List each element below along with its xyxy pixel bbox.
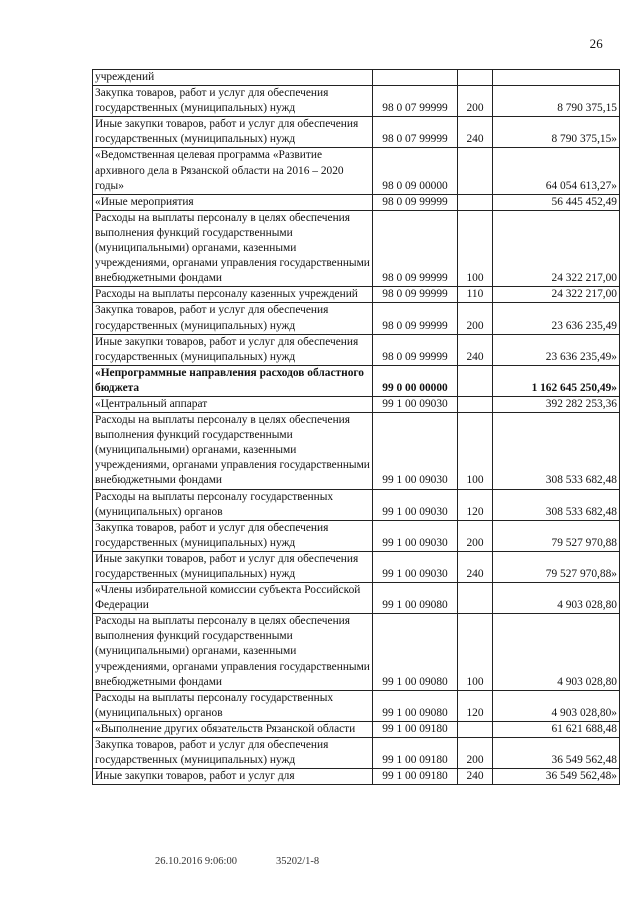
page-number: 26	[589, 36, 603, 51]
row-name-cell: Закупка товаров, работ и услуг для обеспечения государственных (муниципальных) нужд	[93, 86, 373, 117]
row-code-cell: 99 1 00 09180	[373, 738, 458, 769]
table-row	[93, 303, 620, 334]
row-expense-type-cell	[458, 721, 493, 737]
row-sum-cell: 392 282 253,36	[493, 396, 620, 412]
table-row	[93, 721, 620, 737]
table-row	[93, 194, 620, 210]
row-code-cell: 98 0 09 99999	[373, 287, 458, 303]
row-name-cell: Закупка товаров, работ и услуг для обеспечения государственных (муниципальных) нужд	[93, 303, 373, 334]
budget-table	[92, 69, 620, 785]
row-name-cell: Иные закупки товаров, работ и услуг для обеспечения государственных (муниципальных) нужд	[93, 551, 373, 582]
row-code-cell: 99 1 00 09180	[373, 769, 458, 785]
row-expense-type-cell: 200	[458, 738, 493, 769]
row-sum-cell: 8 790 375,15	[493, 86, 620, 117]
row-sum-cell	[493, 70, 620, 86]
row-sum-cell: 4 903 028,80»	[493, 690, 620, 721]
row-expense-type-cell: 120	[458, 690, 493, 721]
footer-doc-number: 35202/1-8	[276, 856, 320, 867]
row-expense-type-cell: 100	[458, 210, 493, 286]
table-row	[93, 413, 620, 489]
row-sum-cell: 36 549 562,48»	[493, 769, 620, 785]
table-row	[93, 365, 620, 396]
row-name-cell: Закупка товаров, работ и услуг для обеспечения государственных (муниципальных) нужд	[93, 738, 373, 769]
row-sum-cell: 56 445 452,49	[493, 194, 620, 210]
row-sum-cell: 4 903 028,80	[493, 614, 620, 690]
footer-date: 26.10.2016 9:06:00	[155, 856, 237, 867]
row-name-cell: Иные закупки товаров, работ и услуг для обеспечения государственных (муниципальных) нужд	[93, 334, 373, 365]
row-code-cell	[373, 70, 458, 86]
table-row	[93, 614, 620, 690]
table-row	[93, 520, 620, 551]
row-expense-type-cell: 110	[458, 287, 493, 303]
row-expense-type-cell	[458, 194, 493, 210]
row-name-cell: Расходы на выплаты персоналу в целях обеспечения выполнения функций государственными (муниципальными) органами, казенными учреждениями, органами управления государственными внебюджетными фондами	[93, 210, 373, 286]
table-row	[93, 70, 620, 86]
row-sum-cell: 79 527 970,88»	[493, 551, 620, 582]
table-row	[93, 287, 620, 303]
table-row	[93, 690, 620, 721]
row-name-cell: Иные закупки товаров, работ и услуг для	[93, 769, 373, 785]
budget-table-body	[93, 70, 620, 785]
row-expense-type-cell: 200	[458, 303, 493, 334]
row-sum-cell: 24 322 217,00	[493, 210, 620, 286]
row-expense-type-cell	[458, 396, 493, 412]
row-sum-cell: 1 162 645 250,49»	[493, 365, 620, 396]
row-code-cell: 98 0 09 00000	[373, 148, 458, 194]
row-name-cell: учреждений	[93, 70, 373, 86]
row-name-cell: Расходы на выплаты персоналу казенных учреждений	[93, 287, 373, 303]
row-expense-type-cell: 240	[458, 551, 493, 582]
table-row	[93, 86, 620, 117]
table-row	[93, 117, 620, 148]
row-code-cell: 98 0 09 99999	[373, 303, 458, 334]
row-code-cell: 98 0 09 99999	[373, 194, 458, 210]
row-code-cell: 99 1 00 09080	[373, 690, 458, 721]
row-code-cell: 99 1 00 09080	[373, 614, 458, 690]
row-expense-type-cell: 240	[458, 117, 493, 148]
table-row	[93, 396, 620, 412]
row-sum-cell: 24 322 217,00	[493, 287, 620, 303]
row-name-cell: «Иные мероприятия	[93, 194, 373, 210]
row-expense-type-cell	[458, 70, 493, 86]
row-sum-cell: 4 903 028,80	[493, 583, 620, 614]
row-code-cell: 98 0 07 99999	[373, 86, 458, 117]
row-sum-cell: 8 790 375,15»	[493, 117, 620, 148]
row-code-cell: 99 1 00 09030	[373, 551, 458, 582]
table-row	[93, 769, 620, 785]
row-name-cell: Расходы на выплаты персоналу государственных (муниципальных) органов	[93, 489, 373, 520]
row-code-cell: 98 0 07 99999	[373, 117, 458, 148]
row-code-cell: 99 1 00 09030	[373, 520, 458, 551]
row-code-cell: 99 1 00 09080	[373, 583, 458, 614]
row-sum-cell: 79 527 970,88	[493, 520, 620, 551]
row-sum-cell: 36 549 562,48	[493, 738, 620, 769]
row-sum-cell: 23 636 235,49	[493, 303, 620, 334]
row-code-cell: 99 1 00 09030	[373, 489, 458, 520]
table-row	[93, 334, 620, 365]
row-code-cell: 99 1 00 09030	[373, 413, 458, 489]
row-name-cell: «Члены избирательной комиссии субъекта Российской Федерации	[93, 583, 373, 614]
row-expense-type-cell: 100	[458, 413, 493, 489]
row-expense-type-cell: 200	[458, 520, 493, 551]
row-sum-cell: 308 533 682,48	[493, 413, 620, 489]
row-code-cell: 98 0 09 99999	[373, 334, 458, 365]
row-code-cell: 99 0 00 00000	[373, 365, 458, 396]
row-expense-type-cell	[458, 148, 493, 194]
row-expense-type-cell: 100	[458, 614, 493, 690]
table-row	[93, 489, 620, 520]
row-sum-cell: 64 054 613,27»	[493, 148, 620, 194]
table-row	[93, 583, 620, 614]
row-expense-type-cell	[458, 365, 493, 396]
row-expense-type-cell	[458, 583, 493, 614]
row-name-cell: Расходы на выплаты персоналу государственных (муниципальных) органов	[93, 690, 373, 721]
row-sum-cell: 23 636 235,49»	[493, 334, 620, 365]
row-expense-type-cell: 240	[458, 769, 493, 785]
row-expense-type-cell: 120	[458, 489, 493, 520]
row-name-cell: Расходы на выплаты персоналу в целях обеспечения выполнения функций государственными (муниципальными) органами, казенными учреждениями, органами управления государственными внебюджетными фондами	[93, 614, 373, 690]
row-code-cell: 98 0 09 99999	[373, 210, 458, 286]
row-name-cell: «Непрограммные направления расходов областного бюджета	[93, 365, 373, 396]
table-row	[93, 210, 620, 286]
table-row	[93, 148, 620, 194]
row-sum-cell: 308 533 682,48	[493, 489, 620, 520]
row-name-cell: «Ведомственная целевая программа «Развитие архивного дела в Рязанской области на 2016 – 2020 годы»	[93, 148, 373, 194]
row-name-cell: Иные закупки товаров, работ и услуг для обеспечения государственных (муниципальных) нужд	[93, 117, 373, 148]
row-name-cell: «Выполнение других обязательств Рязанской области	[93, 721, 373, 737]
row-sum-cell: 61 621 688,48	[493, 721, 620, 737]
row-name-cell: «Центральный аппарат	[93, 396, 373, 412]
row-expense-type-cell: 200	[458, 86, 493, 117]
row-expense-type-cell: 240	[458, 334, 493, 365]
row-name-cell: Расходы на выплаты персоналу в целях обеспечения выполнения функций государственными (муниципальными) органами, казенными учреждениями, органами управления государственными внебюджетными фондами	[93, 413, 373, 489]
row-code-cell: 99 1 00 09180	[373, 721, 458, 737]
row-code-cell: 99 1 00 09030	[373, 396, 458, 412]
row-name-cell: Закупка товаров, работ и услуг для обеспечения государственных (муниципальных) нужд	[93, 520, 373, 551]
table-row	[93, 551, 620, 582]
table-row	[93, 738, 620, 769]
